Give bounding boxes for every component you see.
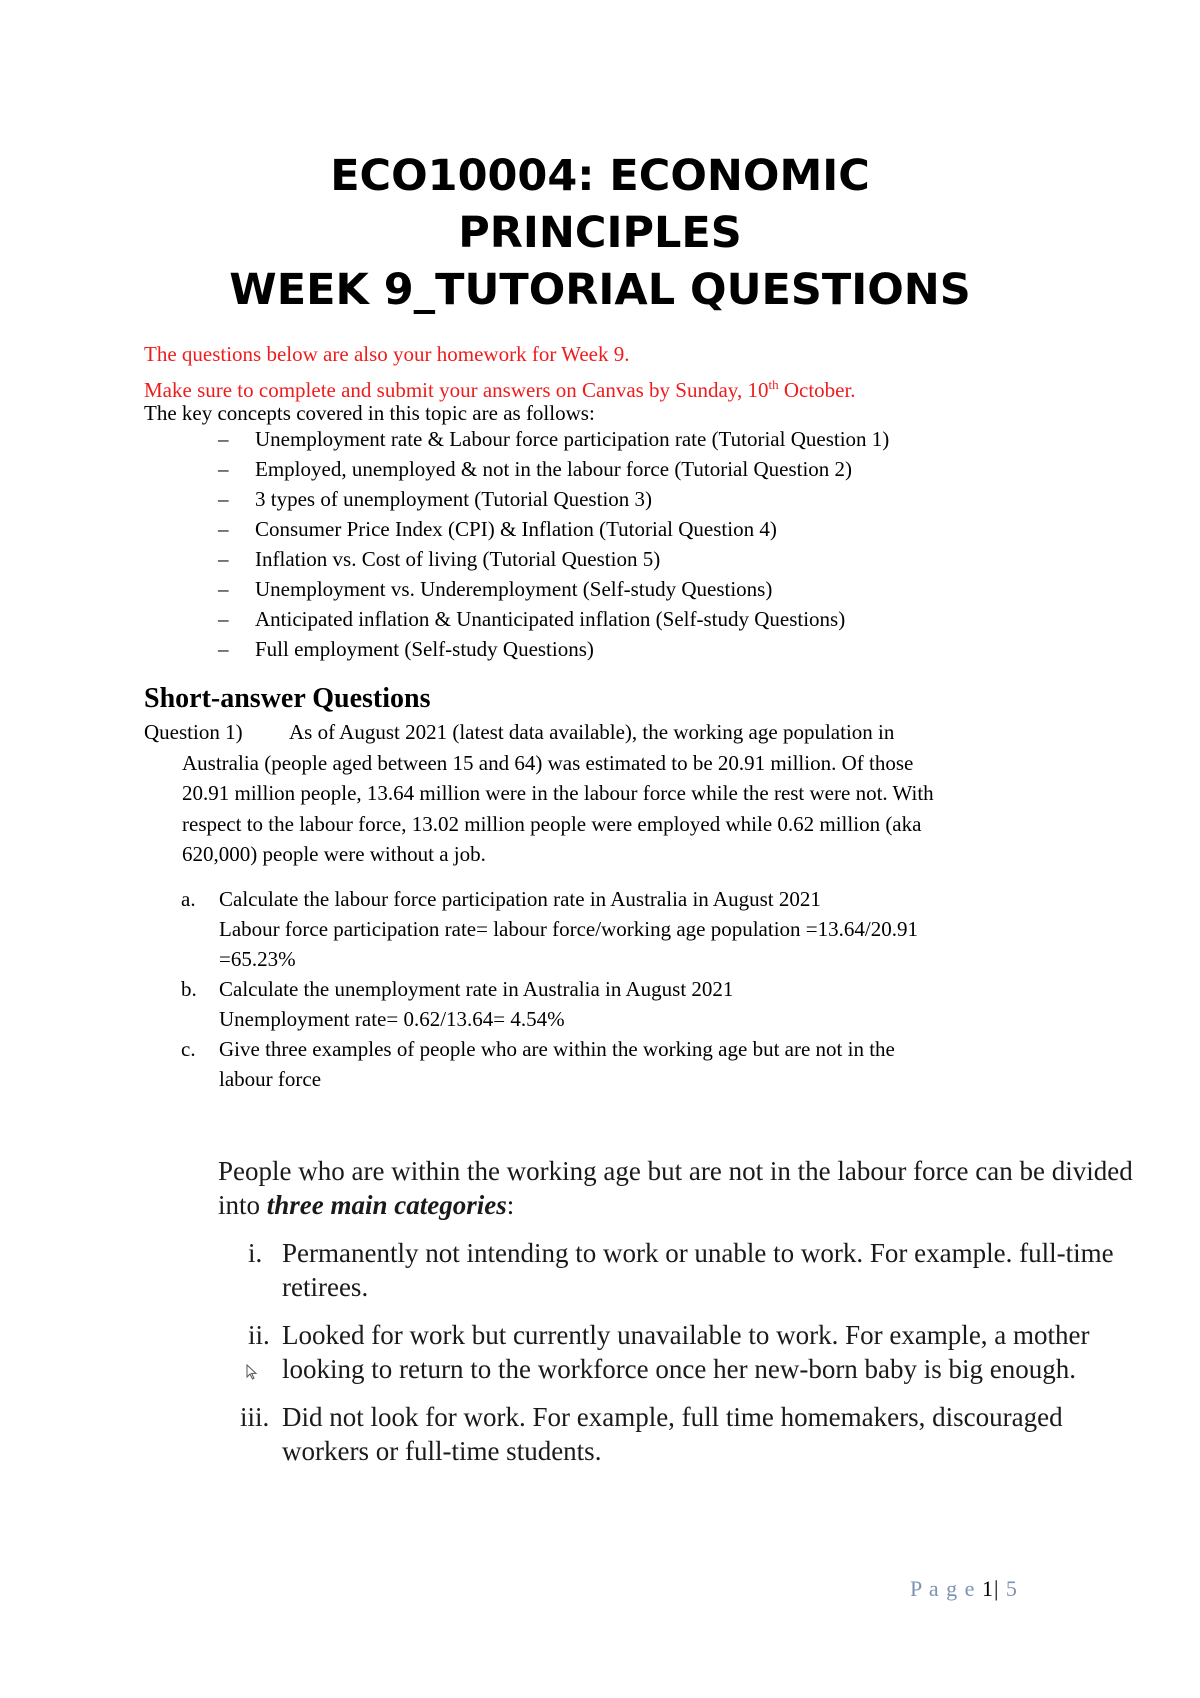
question-1-first-line xyxy=(144,717,1044,748)
sub-question-marker: a. xyxy=(181,887,196,911)
document-title xyxy=(0,148,1200,319)
answer-intro xyxy=(218,1154,1138,1222)
title-line-3: WEEK 9_TUTORIAL QUESTIONS xyxy=(229,265,971,315)
dash-bullet: – xyxy=(218,487,229,511)
dash-bullet: – xyxy=(218,577,229,601)
list-item xyxy=(218,1236,1138,1304)
page-label: P a g e xyxy=(910,1576,976,1601)
concept-text: Unemployment rate & Labour force participation rate (Tutorial Question 1) xyxy=(255,427,890,451)
category-text: Permanently not intending to work or unable to work. For example. full-time retirees. xyxy=(282,1238,1114,1302)
date-suffix: th xyxy=(768,376,779,392)
sub-questions xyxy=(181,884,1041,1094)
question-label: Question 1) xyxy=(144,720,243,744)
sub-question-marker: b. xyxy=(181,977,197,1001)
roman-numeral: ii. xyxy=(248,1320,270,1350)
sub-question-c xyxy=(181,1034,1041,1094)
concepts-intro: The key concepts covered in this topic are as follows: xyxy=(144,401,595,425)
dash-bullet: – xyxy=(218,547,229,571)
concept-text: 3 types of unemployment (Tutorial Question 3) xyxy=(255,487,653,511)
mouse-pointer-icon xyxy=(246,1364,258,1380)
concepts-list xyxy=(218,424,889,664)
answer-intro-colon: : xyxy=(506,1190,515,1220)
question-text: As of August 2021 (latest data available), the working age population in xyxy=(289,720,895,744)
question-text: Australia (people aged between 15 and 64) was estimated to be 20.91 million. Of those xyxy=(182,750,914,775)
list-item xyxy=(218,574,889,604)
list-item xyxy=(218,484,889,514)
list-item xyxy=(218,1318,1138,1386)
sub-question-text: Calculate the labour force participation rate in Australia in August 2021 xyxy=(219,887,821,911)
question-text: 620,000) people were without a job. xyxy=(182,842,486,866)
homework-notice-line-1: The questions below are also your homework for Week 9. xyxy=(144,342,630,366)
title-line-2: PRINCIPLES xyxy=(458,208,742,258)
list-item xyxy=(218,604,889,634)
list-item xyxy=(218,454,889,484)
dash-bullet: – xyxy=(218,637,229,661)
homework-notice xyxy=(144,340,856,405)
answer-text: =65.23% xyxy=(219,947,296,971)
answer-intro-text: People who are within the working age but are not in the labour force can be divided into xyxy=(218,1156,1133,1220)
dash-bullet: – xyxy=(218,607,229,631)
question-text: 20.91 million people, 13.64 million were in the labour force while the rest were not. With xyxy=(182,781,934,805)
concept-text: Consumer Price Index (CPI) & Inflation (Tutorial Question 4) xyxy=(255,517,777,541)
answer-categories xyxy=(218,1236,1138,1468)
list-item xyxy=(218,1400,1138,1468)
dash-bullet: – xyxy=(218,457,229,481)
question-text: respect to the labour force, 13.02 million people were employed while 0.62 million (aka xyxy=(182,811,922,836)
sub-question-a xyxy=(181,884,1041,974)
list-item xyxy=(218,544,889,574)
sub-question-b xyxy=(181,974,1041,1034)
list-item xyxy=(218,424,889,454)
page-number: 1 xyxy=(981,1576,994,1601)
sub-question-text: Calculate the unemployment rate in Australia in August 2021 xyxy=(219,977,734,1001)
category-text: Did not look for work. For example, full time homemakers, discouraged workers or full-time students. xyxy=(282,1402,1063,1466)
concept-text: Anticipated inflation & Unanticipated inflation (Self-study Questions) xyxy=(255,607,846,631)
concept-text: Full employment (Self-study Questions) xyxy=(255,637,594,661)
sub-question-text: Give three examples of people who are within the working age but are not in the xyxy=(219,1037,895,1061)
concept-text: Unemployment vs. Underemployment (Self-study Questions) xyxy=(255,577,773,601)
answer-text: Unemployment rate= 0.62/13.64= 4.54% xyxy=(219,1007,565,1031)
sub-question-marker: c. xyxy=(181,1037,196,1061)
roman-numeral: i. xyxy=(248,1238,263,1268)
list-item xyxy=(218,514,889,544)
question-1 xyxy=(144,717,1044,870)
page-total: 5 xyxy=(1005,1576,1018,1601)
answer-emphasis: three main categories xyxy=(266,1190,507,1220)
dash-bullet: – xyxy=(218,427,229,451)
concept-text: Inflation vs. Cost of living (Tutorial Question 5) xyxy=(255,547,661,571)
sub-question-text: labour force xyxy=(219,1067,322,1091)
deadline-month: October. xyxy=(778,377,856,402)
roman-numeral: iii. xyxy=(240,1402,270,1432)
category-text: Looked for work but currently unavailable to work. For example, a mother looking to return to the workforce once her new-born baby is big enough. xyxy=(282,1320,1090,1384)
title-line-1: ECO10004: ECONOMIC xyxy=(330,151,870,201)
answer-text: Labour force participation rate= labour force/working age population =13.64/20.91 xyxy=(219,917,918,941)
dash-bullet: – xyxy=(218,517,229,541)
list-item xyxy=(218,634,889,664)
page-separator: | xyxy=(993,1576,1000,1601)
page-footer xyxy=(910,1576,1018,1602)
concept-text: Employed, unemployed & not in the labour force (Tutorial Question 2) xyxy=(255,457,853,481)
deadline-text: Make sure to complete and submit your answers on Canvas by Sunday, 10 xyxy=(144,377,769,402)
answer-excerpt xyxy=(218,1154,1138,1468)
section-heading: Short-answer Questions xyxy=(144,683,431,714)
